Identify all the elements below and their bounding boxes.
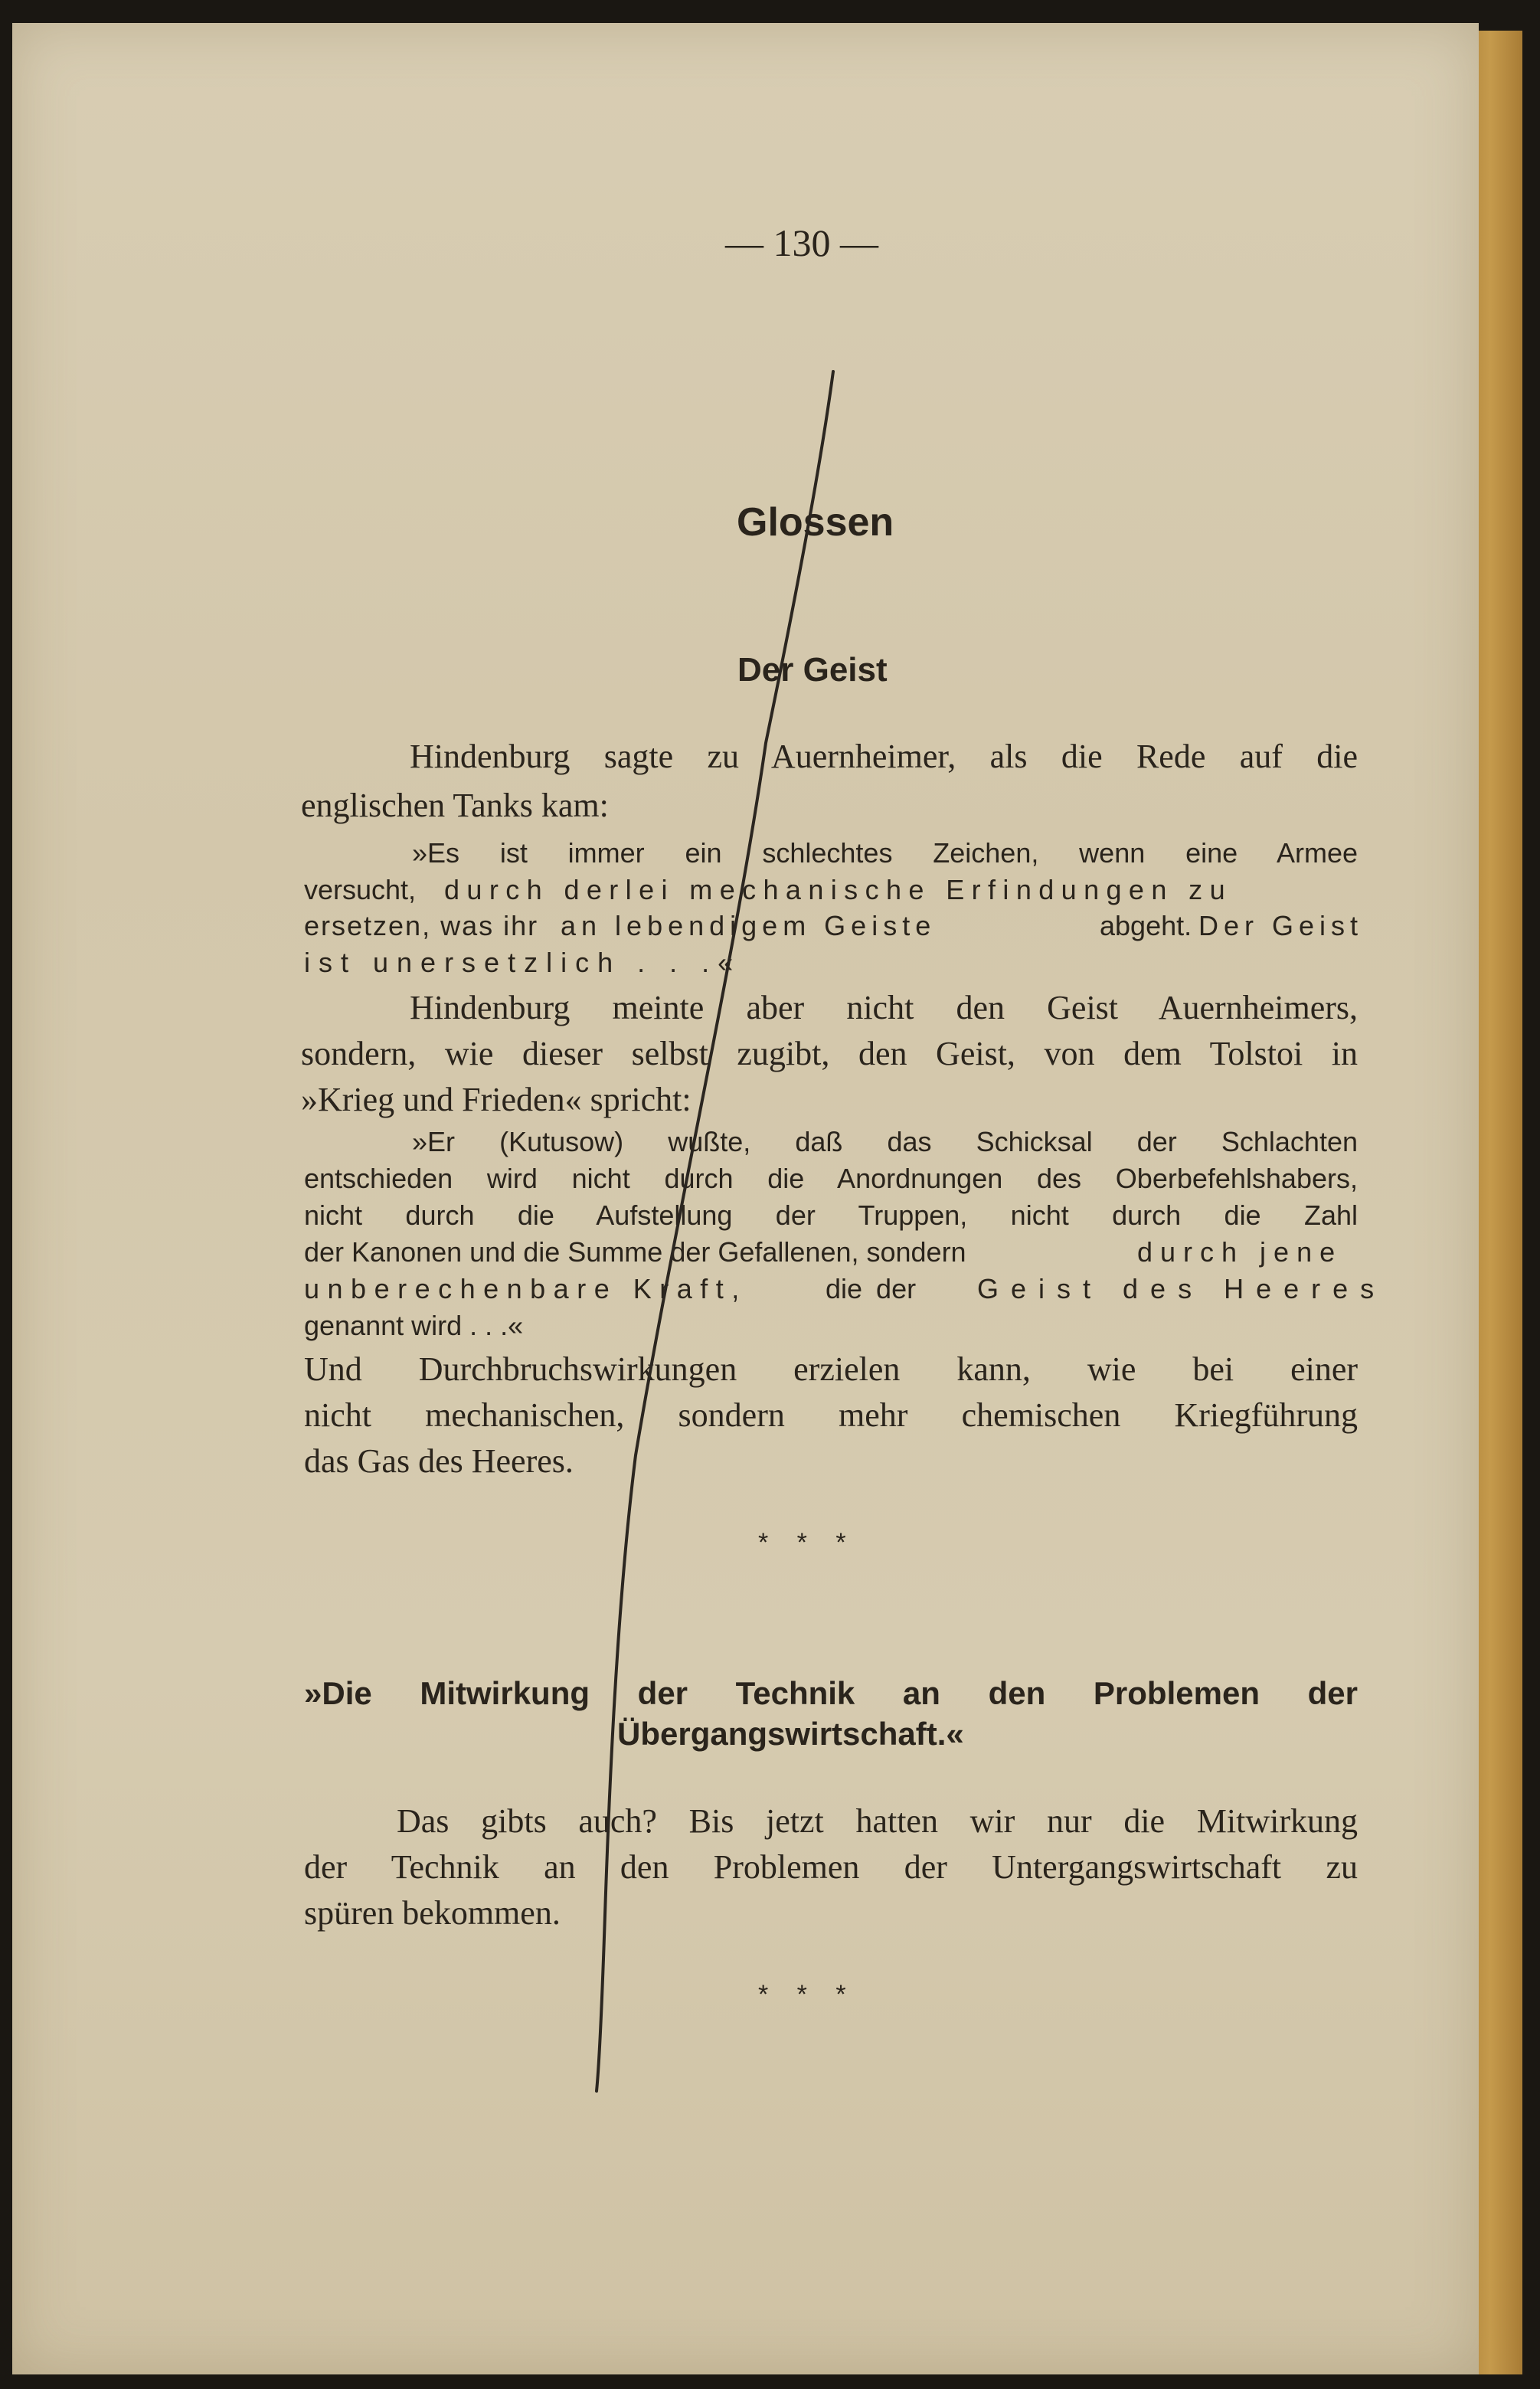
paragraph-line: das Gas des Heeres. (304, 1442, 574, 1480)
book-page (12, 23, 1479, 2374)
quote-line: die der (826, 1273, 917, 1304)
page-number: — 130 — (725, 221, 878, 264)
paragraph-line: spüren bekommen. (304, 1894, 561, 1932)
article-heading-der-geist: Der Geist (737, 651, 888, 689)
article-heading-mitwirkung: »Die Mitwirkung der Technik an den Problemen der (304, 1675, 1358, 1711)
quote-line: entschieden wird nicht durch die Anordnungen des Oberbefehlshabers, (304, 1163, 1358, 1194)
quote-line: abgeht. (1100, 910, 1192, 941)
paragraph-line: »Krieg und Frieden« spricht: (301, 1081, 692, 1118)
quote-line: der Kanonen und die Summe der Gefallenen, sondern (304, 1236, 966, 1268)
paragraph-line: nicht mechanischen, sondern mehr chemischen Kriegführung (304, 1396, 1358, 1434)
paragraph-line: englischen Tanks kam: (301, 787, 609, 824)
quote-emphasis: ist unersetzlich . . .« (304, 947, 742, 978)
quote-emphasis: an lebendigem Geiste (561, 910, 937, 941)
quote-line: »Er (Kutusow) wußte, daß das Schicksal der Schlachten (412, 1126, 1358, 1157)
quote-emphasis: Der Geist (1198, 910, 1364, 941)
article-heading-mitwirkung-line2: Übergangswirtschaft.« (617, 1716, 964, 1752)
quote-line: genannt wird . . .« (304, 1310, 524, 1341)
paragraph-line: Das gibts auch? Bis jetzt hatten wir nur die Mitwirkung (397, 1802, 1358, 1840)
section-separator: * * * (758, 1980, 857, 2009)
paragraph-line: Hindenburg meinte aber nicht den Geist Auernheimers, (410, 989, 1358, 1026)
paragraph-line: Hindenburg sagte zu Auernheimer, als die Rede auf die (410, 738, 1358, 775)
section-title: Glossen (737, 500, 894, 545)
quote-line: versucht, (304, 874, 417, 905)
section-separator: * * * (758, 1528, 857, 1557)
quote-emphasis: durch jene (1137, 1236, 1343, 1268)
quote-line: ersetzen, was ihr (304, 910, 539, 941)
quote-line: nicht durch die Aufstellung der Truppen, nicht durch die Zahl (304, 1199, 1358, 1231)
quote-emphasis: unberechenbare Kraft, (304, 1273, 747, 1304)
paragraph-line: sondern, wie dieser selbst zugibt, den Geist, von dem Tolstoi in (301, 1035, 1358, 1072)
quote-emphasis: Geist des Heeres (977, 1273, 1387, 1304)
paragraph-line: der Technik an den Problemen der Untergangswirtschaft zu (304, 1848, 1358, 1886)
quote-emphasis: durch derlei mechanische Erfindungen zu (444, 874, 1232, 905)
quote-line: »Es ist immer ein schlechtes Zeichen, wenn eine Armee (412, 837, 1358, 869)
paragraph-line: Und Durchbruchswirkungen erzielen kann, wie bei einer (304, 1350, 1358, 1388)
